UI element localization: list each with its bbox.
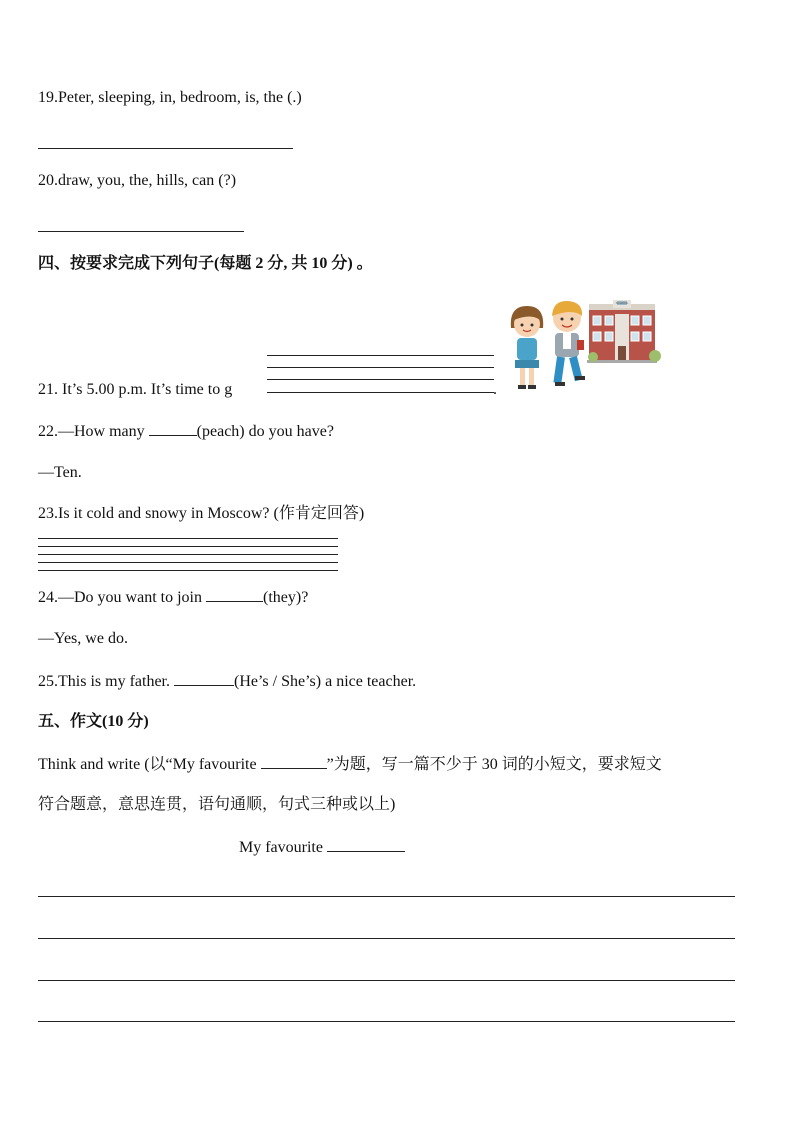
- question-24: [38, 587, 308, 608]
- answer-line[interactable]: [267, 379, 494, 380]
- answer-line[interactable]: [267, 367, 494, 368]
- school-building-icon: [587, 300, 661, 363]
- kids-school-illustration: [505, 296, 661, 396]
- writing-instruction-line-2: 符合题意，意思连贯，语句通顺，句式三种或以上): [38, 796, 396, 813]
- question-text-before: —Do you want to join: [58, 589, 206, 606]
- question-25: [38, 671, 416, 692]
- girl-icon: [511, 306, 543, 389]
- school-sign: SCHOOL: [615, 301, 629, 305]
- question-number: 25.: [38, 673, 58, 690]
- question-number: 19.: [38, 89, 58, 106]
- question-19: [38, 88, 302, 108]
- writing-instruction-line-1: [38, 754, 662, 775]
- question-text: Peter, sleeping, in, bedroom, is, the (.): [58, 89, 302, 106]
- section-4-title: 四、按要求完成下列句子(每题 2 分, 共 10 分) 。: [38, 255, 373, 272]
- answer-line[interactable]: [267, 392, 494, 393]
- instruction-text: Think and write (以“My favourite: [38, 756, 261, 773]
- question-20: [38, 171, 236, 191]
- instruction-text: ”为题，写一篇不少于 30 词的小短文，要求短文: [326, 756, 662, 773]
- question-text-after: (they)?: [263, 589, 309, 606]
- essay-heading: [239, 837, 405, 858]
- question-22-answer: —Ten.: [38, 464, 82, 481]
- question-21-end: .: [493, 381, 497, 398]
- essay-line[interactable]: [38, 1021, 735, 1022]
- question-text-before: —How many: [58, 423, 149, 440]
- answer-line[interactable]: [38, 538, 338, 539]
- answer-line[interactable]: [267, 355, 494, 356]
- question-text-after: (He’s / She’s) a nice teacher.: [233, 673, 417, 690]
- question-number: 20.: [38, 172, 58, 189]
- fill-blank[interactable]: [149, 421, 197, 436]
- answer-line[interactable]: [38, 562, 338, 563]
- essay-line[interactable]: [38, 980, 735, 981]
- question-text-after: (peach) do you have?: [196, 423, 334, 440]
- fill-blank[interactable]: [261, 754, 327, 769]
- essay-heading-text: My favourite: [239, 839, 327, 856]
- question-22: [38, 421, 334, 442]
- question-text: draw, you, the, hills, can (?): [58, 172, 237, 189]
- answer-line[interactable]: [38, 546, 338, 547]
- fill-blank[interactable]: [327, 837, 405, 852]
- essay-line[interactable]: [38, 938, 735, 939]
- boy-icon: [552, 301, 585, 386]
- answer-line[interactable]: [38, 231, 244, 232]
- question-number: 21.: [38, 381, 62, 398]
- essay-line[interactable]: [38, 896, 735, 897]
- question-number: 24.: [38, 589, 58, 606]
- section-5-title: 五、作文(10 分): [38, 713, 149, 730]
- answer-line[interactable]: [38, 148, 293, 149]
- fill-blank[interactable]: [206, 587, 263, 602]
- answer-line[interactable]: [38, 554, 338, 555]
- answer-line[interactable]: [38, 570, 338, 571]
- question-21: [38, 380, 232, 400]
- fill-blank[interactable]: [174, 671, 234, 686]
- question-number: 22.: [38, 423, 58, 440]
- question-text-before: This is my father.: [58, 673, 174, 690]
- question-text: Is it cold and snowy in Moscow? (作肯定回答): [58, 505, 365, 522]
- question-number: 23.: [38, 505, 58, 522]
- question-23: [38, 504, 364, 524]
- question-24-answer: —Yes, we do.: [38, 630, 128, 647]
- question-text: It’s 5.00 p.m. It’s time to g: [62, 381, 233, 398]
